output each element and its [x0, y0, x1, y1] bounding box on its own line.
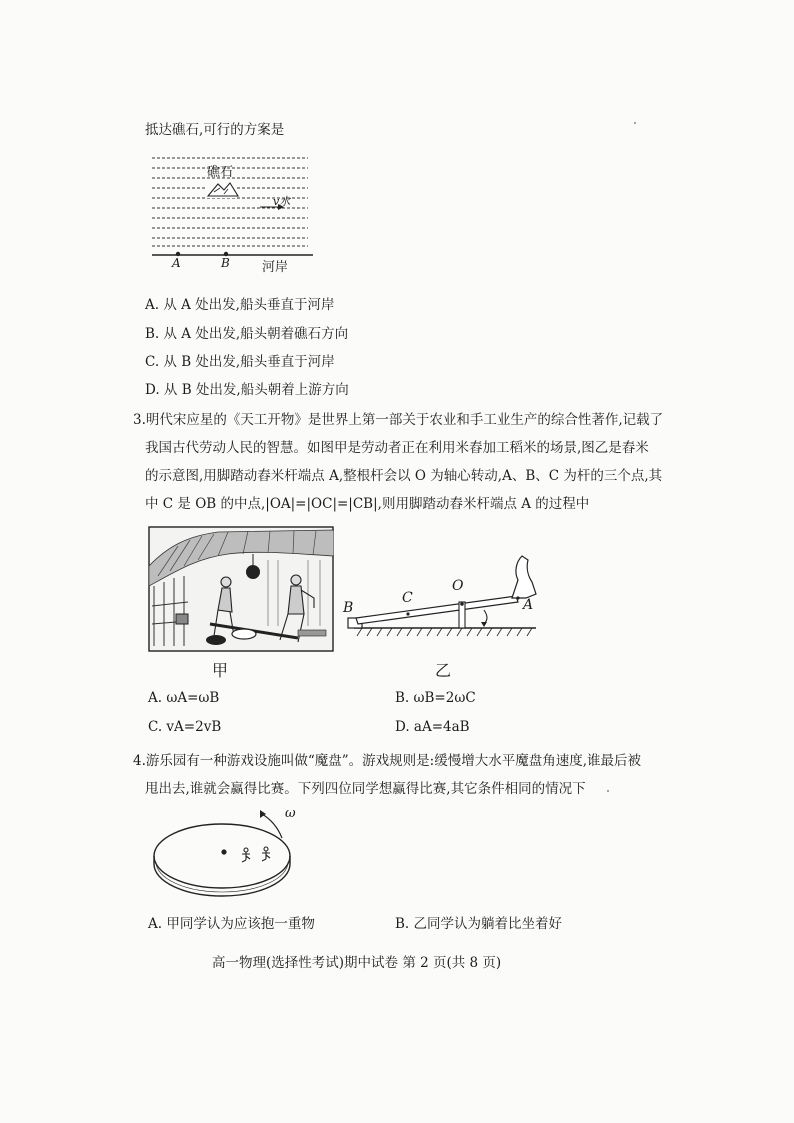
rock-icon — [206, 180, 238, 198]
magic-disk-figure — [150, 804, 300, 910]
point-b-label: B — [221, 256, 230, 270]
lever-label-a: A — [523, 597, 534, 613]
lever-label-o: O — [452, 578, 464, 594]
figure-jia-caption: 甲 — [212, 661, 229, 680]
q3-stem-line-3: 的示意图,用脚踏动舂米杆端点 A,整根杆会以 O 为轴心转动,A、B、C 为杆的三个点,其 — [145, 468, 663, 484]
q3-option-b: B. ωB=2ωC — [395, 690, 476, 706]
q3-option-d: D. aA=4aB — [395, 719, 470, 735]
velocity-label: v水 — [273, 195, 291, 208]
scan-speck — [607, 790, 609, 792]
q4-stem-line-2: 甩出去,谁就会赢得比赛。下列四位同学想赢得比赛,其它条件相同的情况下 — [145, 781, 586, 797]
scan-speck — [634, 122, 636, 124]
page-footer: 高一物理(选择性考试)期中试卷 第 2 页(共 8 页) — [212, 955, 502, 971]
q4-option-b: B. 乙同学认为躺着比坐着好 — [395, 916, 563, 932]
q3-stem-line-1: 3.明代宋应星的《天工开物》是世界上第一部关于农业和手工业生产的综合性著作,记载了 — [133, 412, 664, 428]
rock-label: 礁石 — [207, 165, 234, 180]
lever-label-b: B — [343, 600, 354, 616]
q2-option-a: A. 从 A 处出发,船头垂直于河岸 — [145, 297, 335, 313]
lever-diagram — [342, 552, 540, 644]
rice-pounding-illustration — [148, 526, 334, 652]
q3-stem-line-4: 中 C 是 OB 的中点,|OA|=|OC|=|CB|,则用脚踏动舂米杆端点 A 的过程中 — [145, 496, 590, 512]
q2-stem-tail: 抵达礁石,可行的方案是 — [145, 122, 285, 138]
lever-label-c: C — [402, 590, 413, 606]
omega-label: ω — [285, 806, 296, 821]
q4-stem-line-1: 4.游乐园有一种游戏设施叫做“魔盘”。游戏规则是:缓慢增大水平魔盘角速度,谁最后被 — [133, 753, 642, 769]
point-a-label: A — [172, 256, 181, 270]
q2-option-c: C. 从 B 处出发,船头垂直于河岸 — [145, 354, 335, 370]
bank-label: 河岸 — [262, 260, 289, 275]
figure-yi-caption: 乙 — [435, 661, 452, 680]
q4-option-a: A. 甲同学认为应该抱一重物 — [148, 916, 315, 932]
q2-option-b: B. 从 A 处出发,船头朝着礁石方向 — [145, 326, 349, 342]
q3-stem-line-2: 我国古代劳动人民的智慧。如图甲是劳动者正在利用米舂加工稻米的场景,图乙是舂米 — [145, 440, 649, 456]
q2-option-d: D. 从 B 处出发,船头朝着上游方向 — [145, 382, 349, 398]
q3-option-a: A. ωA=ωB — [148, 690, 220, 706]
q3-option-c: C. vA=2vB — [148, 719, 222, 735]
